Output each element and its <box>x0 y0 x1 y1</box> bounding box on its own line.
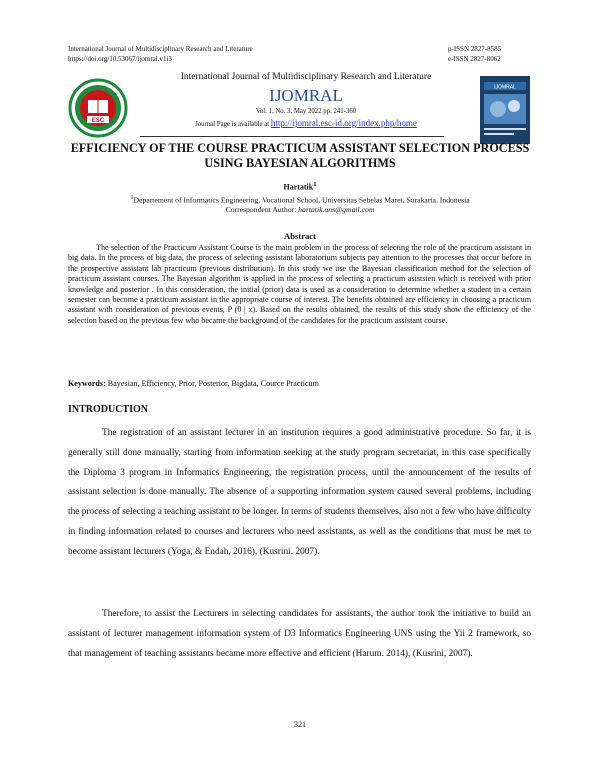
running-head-doi[interactable]: https://doi.org/10.53067/ijomral.v1i3 <box>68 55 172 63</box>
correspondent-label: Correspondent Author: <box>225 205 299 214</box>
author-name: Hartatik <box>283 182 314 192</box>
cover-title: IJOMRAL <box>494 84 516 91</box>
logo-text: ESC <box>91 118 105 124</box>
banner-divider <box>140 136 444 137</box>
introduction-paragraph-2: Therefore, to assist the Lecturers in selecting candidates for assistants, the author took the initiative to build an assistant of lecturer management information system of D3 Informatics Engineering UNS using the Yii 2 framework, so that management of teaching assistants became more effective and efficient (Harum. 2014), (Kusrini, 2007). <box>68 609 531 659</box>
keywords: Bayesian, Efficiency, Prior, Posterior, Bigdata, Cource Practicum <box>107 379 319 388</box>
affiliation: Departement of Informatics Engineering, Vocational School, Universitas Sebelas Maret, Surakarta, Indonesia <box>133 195 470 205</box>
journal-url-line <box>146 118 466 128</box>
journal-banner <box>68 72 530 138</box>
affiliation-sup: 1 <box>130 194 134 201</box>
journal-name: International Journal of Multidisciplinary Research and Literature <box>180 72 432 82</box>
correspondent-email[interactable]: hartatik.uns@gmail.com <box>298 205 375 214</box>
journal-volume: Vol. 1, No. 3, May 2022 pp. 241-360 <box>255 108 357 115</box>
author-line <box>0 181 600 192</box>
running-head-journal: International Journal of Multidisciplinary Research and Literature <box>68 45 253 53</box>
p-issn: p-ISSN 2827-8585 <box>448 45 502 53</box>
journal-page-label: Journal Page is available at <box>195 121 271 128</box>
journal-page-link[interactable]: http://ijomral.esc-id.org/index.php/home <box>270 118 417 128</box>
running-head-left <box>68 44 253 64</box>
keywords-line <box>68 379 531 388</box>
introduction-paragraph-1: The registration of an assistant lecturer in an institution requires a good administrative procedure. So far, it is generally still done manually, starting from information seeking at the study program secretariat, in this case specifically the Diploma 3 program in Informatics Engineering, the registration process, until the announcement of the results of assistant selection is done manually. The absence of a supporting information system caused several problems, including the process of selecting a teaching assistant to be longer. In terms of students themselves, also not a few who have difficulty in finding information related to courses and lecturers who need assistants, as well as the conditions that must be met to become assistant lecturers (Yoga, & Endah, 2016), (Kusrini. 2007). <box>68 428 532 557</box>
introduction-heading: INTRODUCTION <box>68 404 149 415</box>
running-head-right <box>448 44 532 64</box>
journal-abbrev: IJOMRAL <box>269 86 343 105</box>
journal-cover-thumbnail <box>480 76 530 144</box>
abstract-heading: Abstract <box>284 231 316 241</box>
article-title: EFFICIENCY OF THE COURSE PRACTICUM ASSISTANT SELECTION PROCESS USING BAYESIAN ALGORITHMS <box>70 141 530 170</box>
esc-logo-icon <box>68 78 128 138</box>
abstract-text: The selection of the Practicum Assistant Course is the main problem in the process of selecting the role of the practicum assistant in big data. In the process of big data, the process of selecting assistant laboratorium subjects pay attention to the processes that occur before in the prospective assistant lab practicum (previous distribution). In this study we use the Bayesian classification method for the selection of practicum assistant courses. The Bayesian algorithm is applied in the process of selecting a practicum asiststen which is received with prior knowledge and posterior . In this consideration, the initial (prior) data is used as a consideration to determine whether a student in a certain semester can become a practicum assistant in the appropriate course of interest. The benefits obtained are efficiency in choosing a practicum assistant with consideration of previous events, P (θ | x). Based on the results obtained, the results of this study show the efficiency of the selection based on the previous few who became the background of the candidates for the practicum assistant course. <box>68 243 531 325</box>
page-number: 321 <box>294 720 306 729</box>
affiliation-line <box>0 194 600 205</box>
correspondent-line <box>0 205 600 214</box>
author-sup: 1 <box>313 181 317 188</box>
keywords-label: Keywords: <box>68 379 108 388</box>
e-issn: e-ISSN 2827-8062 <box>448 55 501 63</box>
